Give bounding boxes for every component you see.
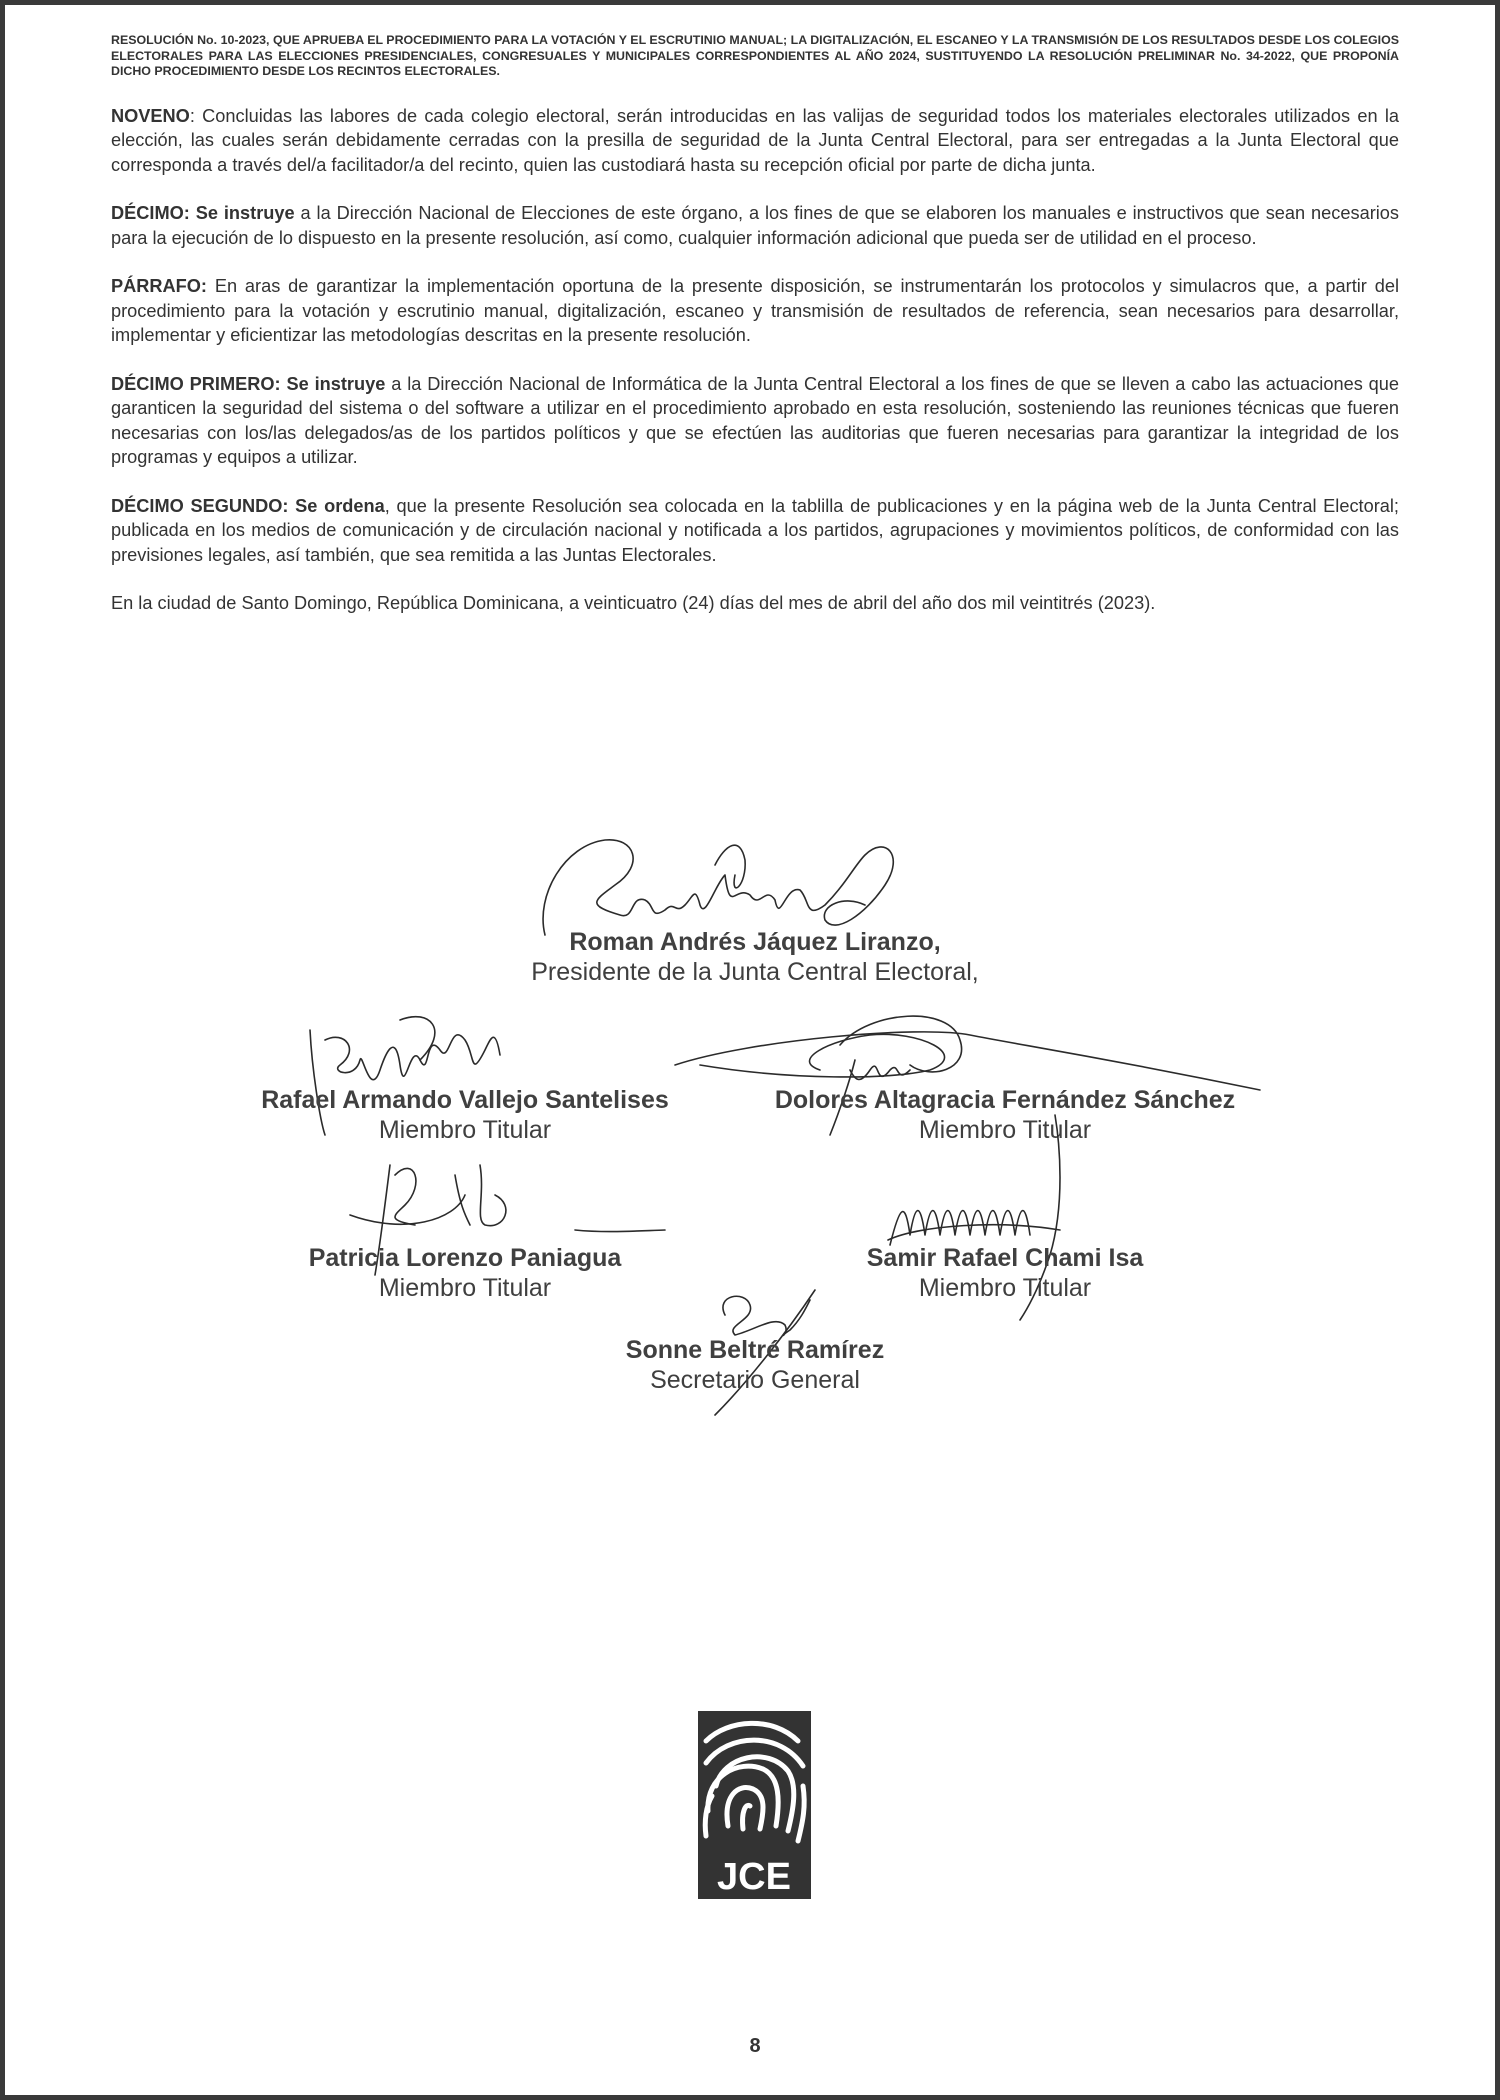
paragraph-parrafo: [111, 274, 1399, 348]
signatory-president: [405, 927, 1105, 987]
closing-statement: En la ciudad de Santo Domingo, República Dominicana, a veinticuatro (24) días del mes de abril del año dos mil veintitrés (2023).: [111, 593, 1156, 613]
signatory-role: Miembro Titular: [378, 1274, 552, 1302]
signatory-name: Dolores Altagracia Fernández Sánchez: [774, 1086, 1236, 1114]
document-page: [5, 5, 1495, 2095]
paragraph-decimo: [111, 201, 1399, 250]
signatory-member-3: [225, 1243, 705, 1303]
paragraph-text: En aras de garantizar la implementación oportuna de la presente disposición, se instrumentarán los protocolos y simulacros que, a partir del procedimiento para la votación y escrutinio manual, digitalización, escaneo y transmisión de resultados de referencia, sean necesarios para desarrollar, implementar y eficientizar las metodologías descritas en la presente resolución.: [111, 276, 1399, 345]
signatory-name: Samir Rafael Chami Isa: [866, 1244, 1144, 1272]
signatory-name: Sonne Beltré Ramírez: [625, 1336, 885, 1364]
paragraph-emphasis: Se ordena: [288, 495, 385, 516]
signatory-role: Secretario General: [650, 1366, 860, 1394]
paragraph-label: DÉCIMO SEGUNDO:: [111, 495, 289, 516]
signatory-role: Miembro Titular: [378, 1116, 552, 1144]
signatory-member-1: [225, 1085, 705, 1145]
signatory-name: Patricia Lorenzo Paniagua: [308, 1244, 622, 1272]
logo-text: JCE: [717, 1856, 791, 1898]
signatory-member-2: [745, 1085, 1265, 1145]
signatory-role: Miembro Titular: [918, 1274, 1092, 1302]
page-number: 8: [749, 2035, 761, 2057]
paragraph-text: a la Dirección Nacional de Elecciones de este órgano, a los fines de que se elaboren los manuales e instructivos que sean necesarios para la ejecución de lo dispuesto en la presente resolución, así como, cualquier información adicional que pueda ser de utilidad en el proceso.: [111, 203, 1399, 248]
paragraph-decimo-primero: [111, 372, 1399, 470]
signatory-role: Miembro Titular: [918, 1116, 1092, 1144]
signatory-member-4: [785, 1243, 1225, 1303]
signatory-role: Presidente de la Junta Central Electoral,: [531, 958, 979, 986]
paragraph-label: NOVENO: [111, 105, 190, 126]
signatory-name: Rafael Armando Vallejo Santelises: [261, 1086, 669, 1114]
paragraph-text: : Concluidas las labores de cada colegio electoral, serán introducidas en las valijas de seguridad todos los materiales electorales utilizados en la elección, las cuales serán debidamente cerradas con la presilla de seguridad de la Junta Central Electoral, para ser entregadas a la Junta Electoral que corresponda a través del/a facilitador/a del recinto, quien las custodiará hasta su recepción oficial por parte de dicha junta.: [111, 105, 1399, 175]
document-content: [111, 33, 1399, 616]
signatory-secretary: [545, 1335, 965, 1395]
signatory-name: Roman Andrés Jáquez Liranzo,: [569, 928, 941, 956]
resolution-header: RESOLUCIÓN No. 10-2023, QUE APRUEBA EL PROCEDIMIENTO PARA LA VOTACIÓN Y EL ESCRUTINIO MANUAL; LA DIGITALIZACIÓN, EL ESCANEO Y LA TRANSMISIÓN DE LOS RESULTADOS DESDE LOS COLEGIOS ELECTORALES PARA LAS ELECCIONES PRESIDENCIALES, CONGRESUALES Y MUNICIPALES CORRESPONDIENTES AL AÑO 2024, SUSTITUYENDO LA RESOLUCIÓN PRELIMINAR No. 34-2022, QUE PROPONÍA DICHO PROCEDIMIENTO DESDE LOS RECINTOS ELECTORALES.: [111, 33, 1399, 78]
paragraph-text: a la Dirección Nacional de Informática de la Junta Central Electoral a los fines de que se lleven a cabo las actuaciones que garanticen la seguridad del sistema o del software a utilizar en el procedimiento aprobado en esta resolución, sosteniendo las reuniones técnicas que fueren necesarias con los/las delegados/as de los partidos políticos y que se efectúen las auditorias que fueren necesarias para garantizar la integridad de los programas y equipos a utilizar.: [111, 373, 1400, 467]
paragraph-label: DÉCIMO: [111, 203, 184, 223]
paragraph-emphasis: : Se instruye: [183, 203, 295, 223]
paragraph-noveno: [111, 104, 1399, 178]
paragraph-text: , que la presente Resolución sea colocada en la tablilla de publicaciones y en la página web de la Junta Central Electoral; publicada en los medios de comunicación y de circulación nacional y notificada a los partidos, agrupaciones y movimientos políticos, de conformidad con las previsiones legales, así también, que sea remitida a las Juntas Electorales.: [111, 495, 1399, 565]
jce-logo: [698, 1711, 811, 1899]
paragraph-decimo-segundo: [111, 494, 1399, 568]
paragraph-emphasis: : Se instruye: [274, 373, 386, 394]
paragraph-label: PÁRRAFO:: [111, 276, 207, 296]
paragraph-label: DÉCIMO PRIMERO: [111, 373, 275, 394]
